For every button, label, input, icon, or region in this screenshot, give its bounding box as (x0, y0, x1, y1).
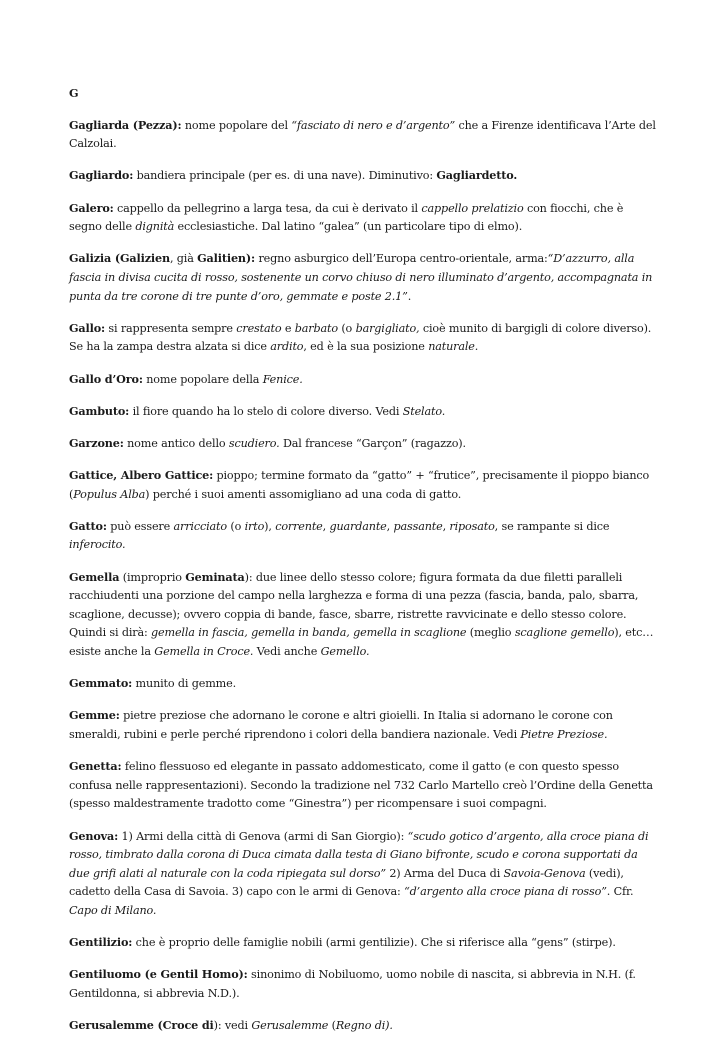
entry-term: Genetta: (69, 759, 122, 774)
entry-italic-text: riposato (449, 519, 495, 533)
entry-italic-text: cappello prelatizio (421, 201, 524, 215)
entry-italic-text: “d’argento alla croce piana di rosso” (404, 885, 607, 899)
entry-italic-text: naturale. (428, 340, 479, 354)
entry-text: (meglio (466, 626, 515, 640)
entry-text: (vedi), cadetto della Casa di Savoia. 3) capo con le armi di Genova: (69, 866, 624, 899)
entry-text: sinonimo di Nobiluomo, uomo nobile di nascita, si abbrevia in N.H. (f. Gentildonna, si abbrevia N.D.). (69, 968, 636, 1000)
entry-italic-text: scaglione gemello (514, 626, 615, 640)
entry-text: che a Firenze identificava l’Arte del Calzolai. (69, 118, 656, 151)
entry-term: Genova: (69, 828, 119, 843)
glossary-entries (69, 116, 659, 1036)
entry-text: ) perché i suoi amenti assomigliano ad una coda di gatto. (145, 487, 462, 501)
glossary-entry (69, 249, 659, 306)
entry-text: si rappresenta sempre (105, 321, 237, 335)
entry-term: Gattice, Albero Gattice: (69, 468, 214, 483)
entry-text: ): due linee dello stesso colore; figura formata da due filetti paralleli racchiudenti una porzione del campo nella larghezza e forma di una pezza (fascia, banda, palo, sbarra, scaglione, decusse); ovvero coppia di bande, fasce, sbarre, ristrette ravvicinate e dello stesso colore. Quindi si dirà: (69, 570, 639, 640)
entry-italic-text: corrente (275, 519, 323, 533)
glossary-entry (69, 933, 659, 953)
entry-text: e (281, 321, 295, 335)
entry-italic-text: barbato (294, 321, 338, 335)
entry-italic-text: Fenice. (262, 372, 303, 386)
entry-text: . (407, 289, 412, 303)
entry-text: (o (337, 321, 356, 335)
entry-term: Galero: (69, 200, 114, 215)
glossary-entry (69, 757, 659, 814)
glossary-entry (69, 116, 659, 154)
entry-italic-text: arricciato (173, 519, 227, 533)
section-letter-heading: G (69, 86, 79, 100)
glossary-entry (69, 370, 659, 390)
entry-text: nome antico dello (123, 436, 229, 450)
entry-text: , (322, 519, 330, 533)
entry-term: Gallo d’Oro: (69, 371, 143, 386)
entry-term: Galitien): (197, 251, 256, 266)
entry-term: Gerusalemme (Croce di (69, 1018, 214, 1033)
entry-text: ), (264, 519, 276, 533)
entry-text: pioppo; termine formato da “gatto” + “frutice”, precisamente il pioppo bianco ( (69, 469, 650, 501)
entry-text: cappello da pellegrino a larga tesa, da cui è derivato il (113, 201, 422, 215)
glossary-entry (69, 965, 659, 1003)
entry-term: Gentiluomo (e Gentil Homo): (69, 967, 248, 982)
entry-italic-text: irto (244, 519, 265, 533)
entry-term: Gemme: (69, 708, 120, 723)
entry-italic-text: “fasciato di nero e d’argento” (291, 118, 456, 132)
entry-text: Vedi anche (253, 645, 321, 658)
entry-text: 1) Armi della città di Genova (armi di San Giorgio): (118, 829, 408, 843)
glossary-entry (69, 1016, 659, 1036)
entry-text: 2) Arma del Duca di (385, 866, 504, 880)
glossary-entry (69, 199, 659, 237)
entry-text: nome popolare della (142, 372, 263, 386)
entry-text: ( (328, 1019, 336, 1033)
entry-italic-text: inferocito. (69, 538, 126, 552)
entry-term: Gemmato: (69, 676, 133, 691)
entry-text: ecclesiastiche. Dal latino “galea” (un particolare tipo di elmo). (174, 220, 523, 234)
entry-term: Garzone: (69, 435, 124, 450)
glossary-entry (69, 166, 659, 186)
entry-text: cioè munito di bargigli di colore diverso). Se ha la zampa destra alzata si dice (69, 321, 652, 354)
entry-text: il fiore quando ha lo stelo di colore diverso. Vedi (129, 404, 403, 418)
entry-term: Gambuto: (69, 403, 130, 418)
entry-italic-text: gemella in fascia, gemella in banda, gemella in scaglione (151, 626, 467, 640)
entry-term: Gemella (69, 569, 120, 584)
entry-text: bandiera principale (per es. di una nave). Diminutivo: (133, 169, 437, 183)
entry-italic-text: dignità (135, 220, 175, 234)
entry-text: (o (226, 519, 245, 533)
entry-italic-text: passante (393, 519, 443, 533)
entry-text: felino flessuoso ed elegante in passato addomesticato, come il gatto (e con questo spesso confusa nelle rappresentazioni). Secondo la tradizione nel 732 Carlo Martello creò l’Ordine della Genetta (spesso maldestramente tradotto come “Ginestra”) per ricompensare i suoi compagni. (69, 760, 653, 811)
glossary-entry (69, 568, 659, 662)
entry-term: Gagliardo: (69, 168, 134, 183)
entry-italic-text: Capo di Milano. (69, 903, 157, 917)
entry-italic-text: ardito (270, 340, 304, 354)
entry-italic-text: Gerusalemme (251, 1019, 329, 1033)
glossary-entry (69, 402, 659, 422)
entry-text: può essere (106, 519, 174, 533)
entry-italic-text: crestato (236, 321, 282, 335)
entry-text: pietre preziose che adornano le corone e altri gioielli. In Italia si adornano le corone con smeraldi, rubini e perle perché riprendono i colori della bandiera nazionale. Vedi (69, 709, 613, 741)
glossary-entry (69, 517, 659, 555)
glossary-entry (69, 674, 659, 694)
entry-text: regno asburgico dell’Europa centro-orientale, arma: (255, 252, 548, 266)
entry-text: , (386, 519, 394, 533)
glossary-entry (69, 466, 659, 504)
glossary-entry (69, 706, 659, 744)
entry-text: nome popolare del (181, 118, 292, 132)
glossary-entry (69, 319, 659, 357)
entry-italic-text: Gemello. (320, 645, 370, 658)
entry-italic-text: Gemella in Croce. (154, 645, 254, 658)
entry-italic-text: bargigliato, (355, 321, 420, 335)
entry-text: , ed è la sua posizione (303, 340, 429, 354)
entry-text: che è proprio delle famiglie nobili (armi gentilizie). Che si riferisce alla “gens” (stirpe). (132, 936, 616, 950)
entry-term: Gagliardetto. (436, 168, 518, 183)
entry-italic-text: Regno di). (335, 1019, 393, 1033)
entry-italic-text: guardante (329, 519, 387, 533)
entry-text: ): vedi (213, 1019, 252, 1033)
entry-term: Galizia (Galizien (69, 251, 170, 266)
entry-text: ), etc… esiste anche la (69, 626, 654, 658)
entry-text: , già (169, 252, 198, 266)
entry-italic-text: Savoia-Genova (503, 866, 586, 880)
entry-text: , se rampante si dice (494, 519, 610, 533)
glossary-entry (69, 434, 659, 454)
entry-text: (improprio (119, 570, 186, 584)
entry-text: con fiocchi, che è segno delle (69, 201, 624, 234)
entry-term: Gatto: (69, 518, 107, 533)
entry-italic-text: Populus Alba (73, 487, 146, 501)
entry-text: , (442, 519, 450, 533)
entry-italic-text: “scudo gotico d’argento, alla croce piana di rosso, timbrato dalla corona di Duca cimata dalla testa di Giano bifronte, scudo e corona supportati da due grifi alati al naturale con la coda ripiegata sul dorso” (69, 829, 649, 880)
entry-italic-text: scudiero. (228, 436, 280, 450)
entry-text: . Cfr. (606, 885, 634, 899)
entry-term: Geminata (185, 569, 245, 584)
document-page (69, 84, 659, 1048)
entry-term: Gentilizio: (69, 935, 133, 950)
entry-italic-text: Pietre Preziose. (520, 727, 608, 741)
entry-italic-text: “D’azzurro, alla fascia in divisa cucita di rosso, sostenente un corvo chiuso di nero illuminato d’argento, accompagnata in punta da tre corone di tre punte d’oro, gemmate e poste 2.1” (69, 252, 653, 303)
entry-italic-text: Stelato. (402, 404, 446, 418)
entry-term: Gagliarda (Pezza): (69, 117, 182, 132)
glossary-entry (69, 827, 659, 921)
entry-text: Dal francese “Garçon” (ragazzo). (279, 436, 466, 450)
entry-term: Gallo: (69, 320, 105, 335)
entry-text: munito di gemme. (132, 677, 237, 691)
